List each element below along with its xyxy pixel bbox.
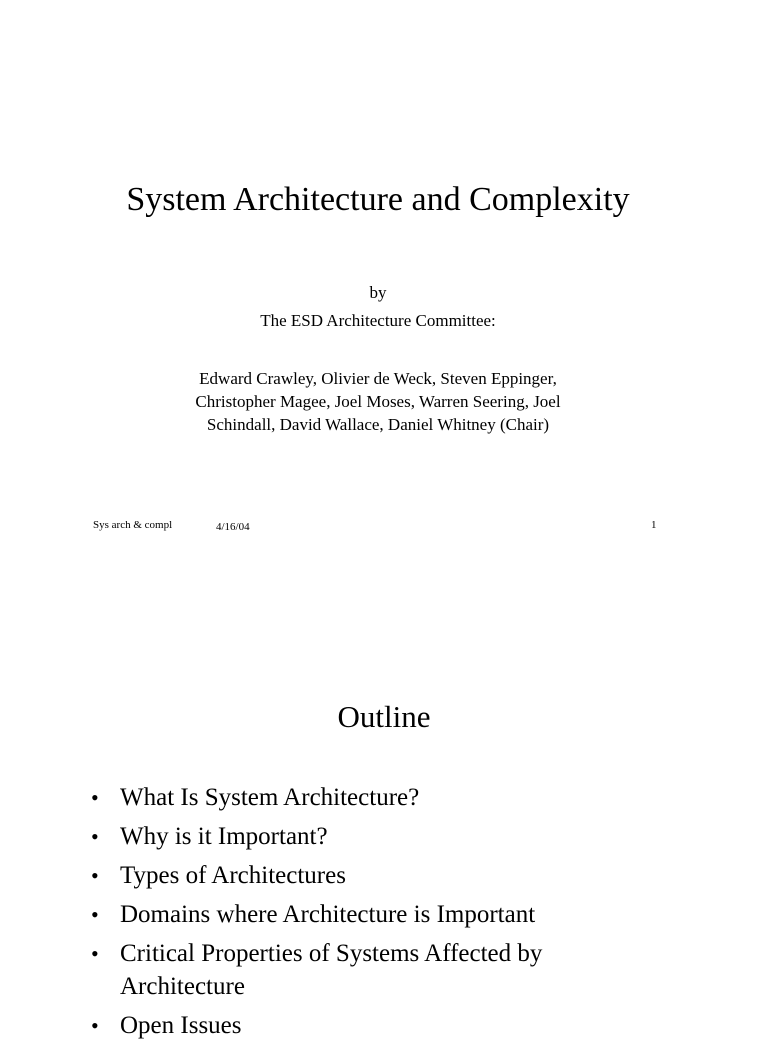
list-item: [88, 899, 648, 932]
bullet-icon: •: [91, 902, 99, 927]
footer-page-number: 1: [651, 519, 657, 531]
outline-heading: Outline: [337, 699, 431, 734]
members-line: Christopher Magee, Joel Moses, Warren Seering, Joel: [195, 392, 561, 411]
committee-members: [0, 367, 756, 436]
members-line: Schindall, David Wallace, Daniel Whitney (Chair): [206, 415, 550, 434]
bullet-icon: •: [91, 1012, 99, 1038]
members-line: Edward Crawley, Olivier de Weck, Steven Eppinger,: [199, 369, 557, 388]
bullet-text: Critical Properties of Systems Affected by Architecture: [120, 940, 543, 1000]
slide-outline: [0, 560, 768, 1039]
list-item: [88, 860, 648, 893]
footer-date: 4/16/04: [216, 521, 250, 533]
bullet-text: Domains where Architecture is Important: [120, 901, 536, 928]
bullet-icon: •: [91, 941, 99, 966]
bullet-text: Why is it Important?: [120, 823, 328, 850]
bullet-text: What Is System Architecture?: [120, 784, 420, 811]
list-item: [88, 938, 648, 1003]
committee-name: The ESD Architecture Committee:: [260, 311, 496, 330]
bullet-text: Types of Architectures: [120, 862, 346, 889]
list-item: [88, 1010, 648, 1043]
bullet-text: Open Issues: [120, 1011, 242, 1039]
footer-label: Sys arch & compl: [93, 519, 173, 531]
bullet-icon: •: [91, 785, 99, 810]
by-line: by: [369, 283, 387, 302]
list-item: [88, 821, 648, 854]
bullet-icon: •: [91, 863, 99, 888]
list-item: [88, 782, 648, 815]
bullet-icon: •: [91, 824, 99, 849]
slide-title-heading: System Architecture and Complexity: [126, 181, 630, 218]
outline-bullet-list: [88, 782, 648, 1049]
